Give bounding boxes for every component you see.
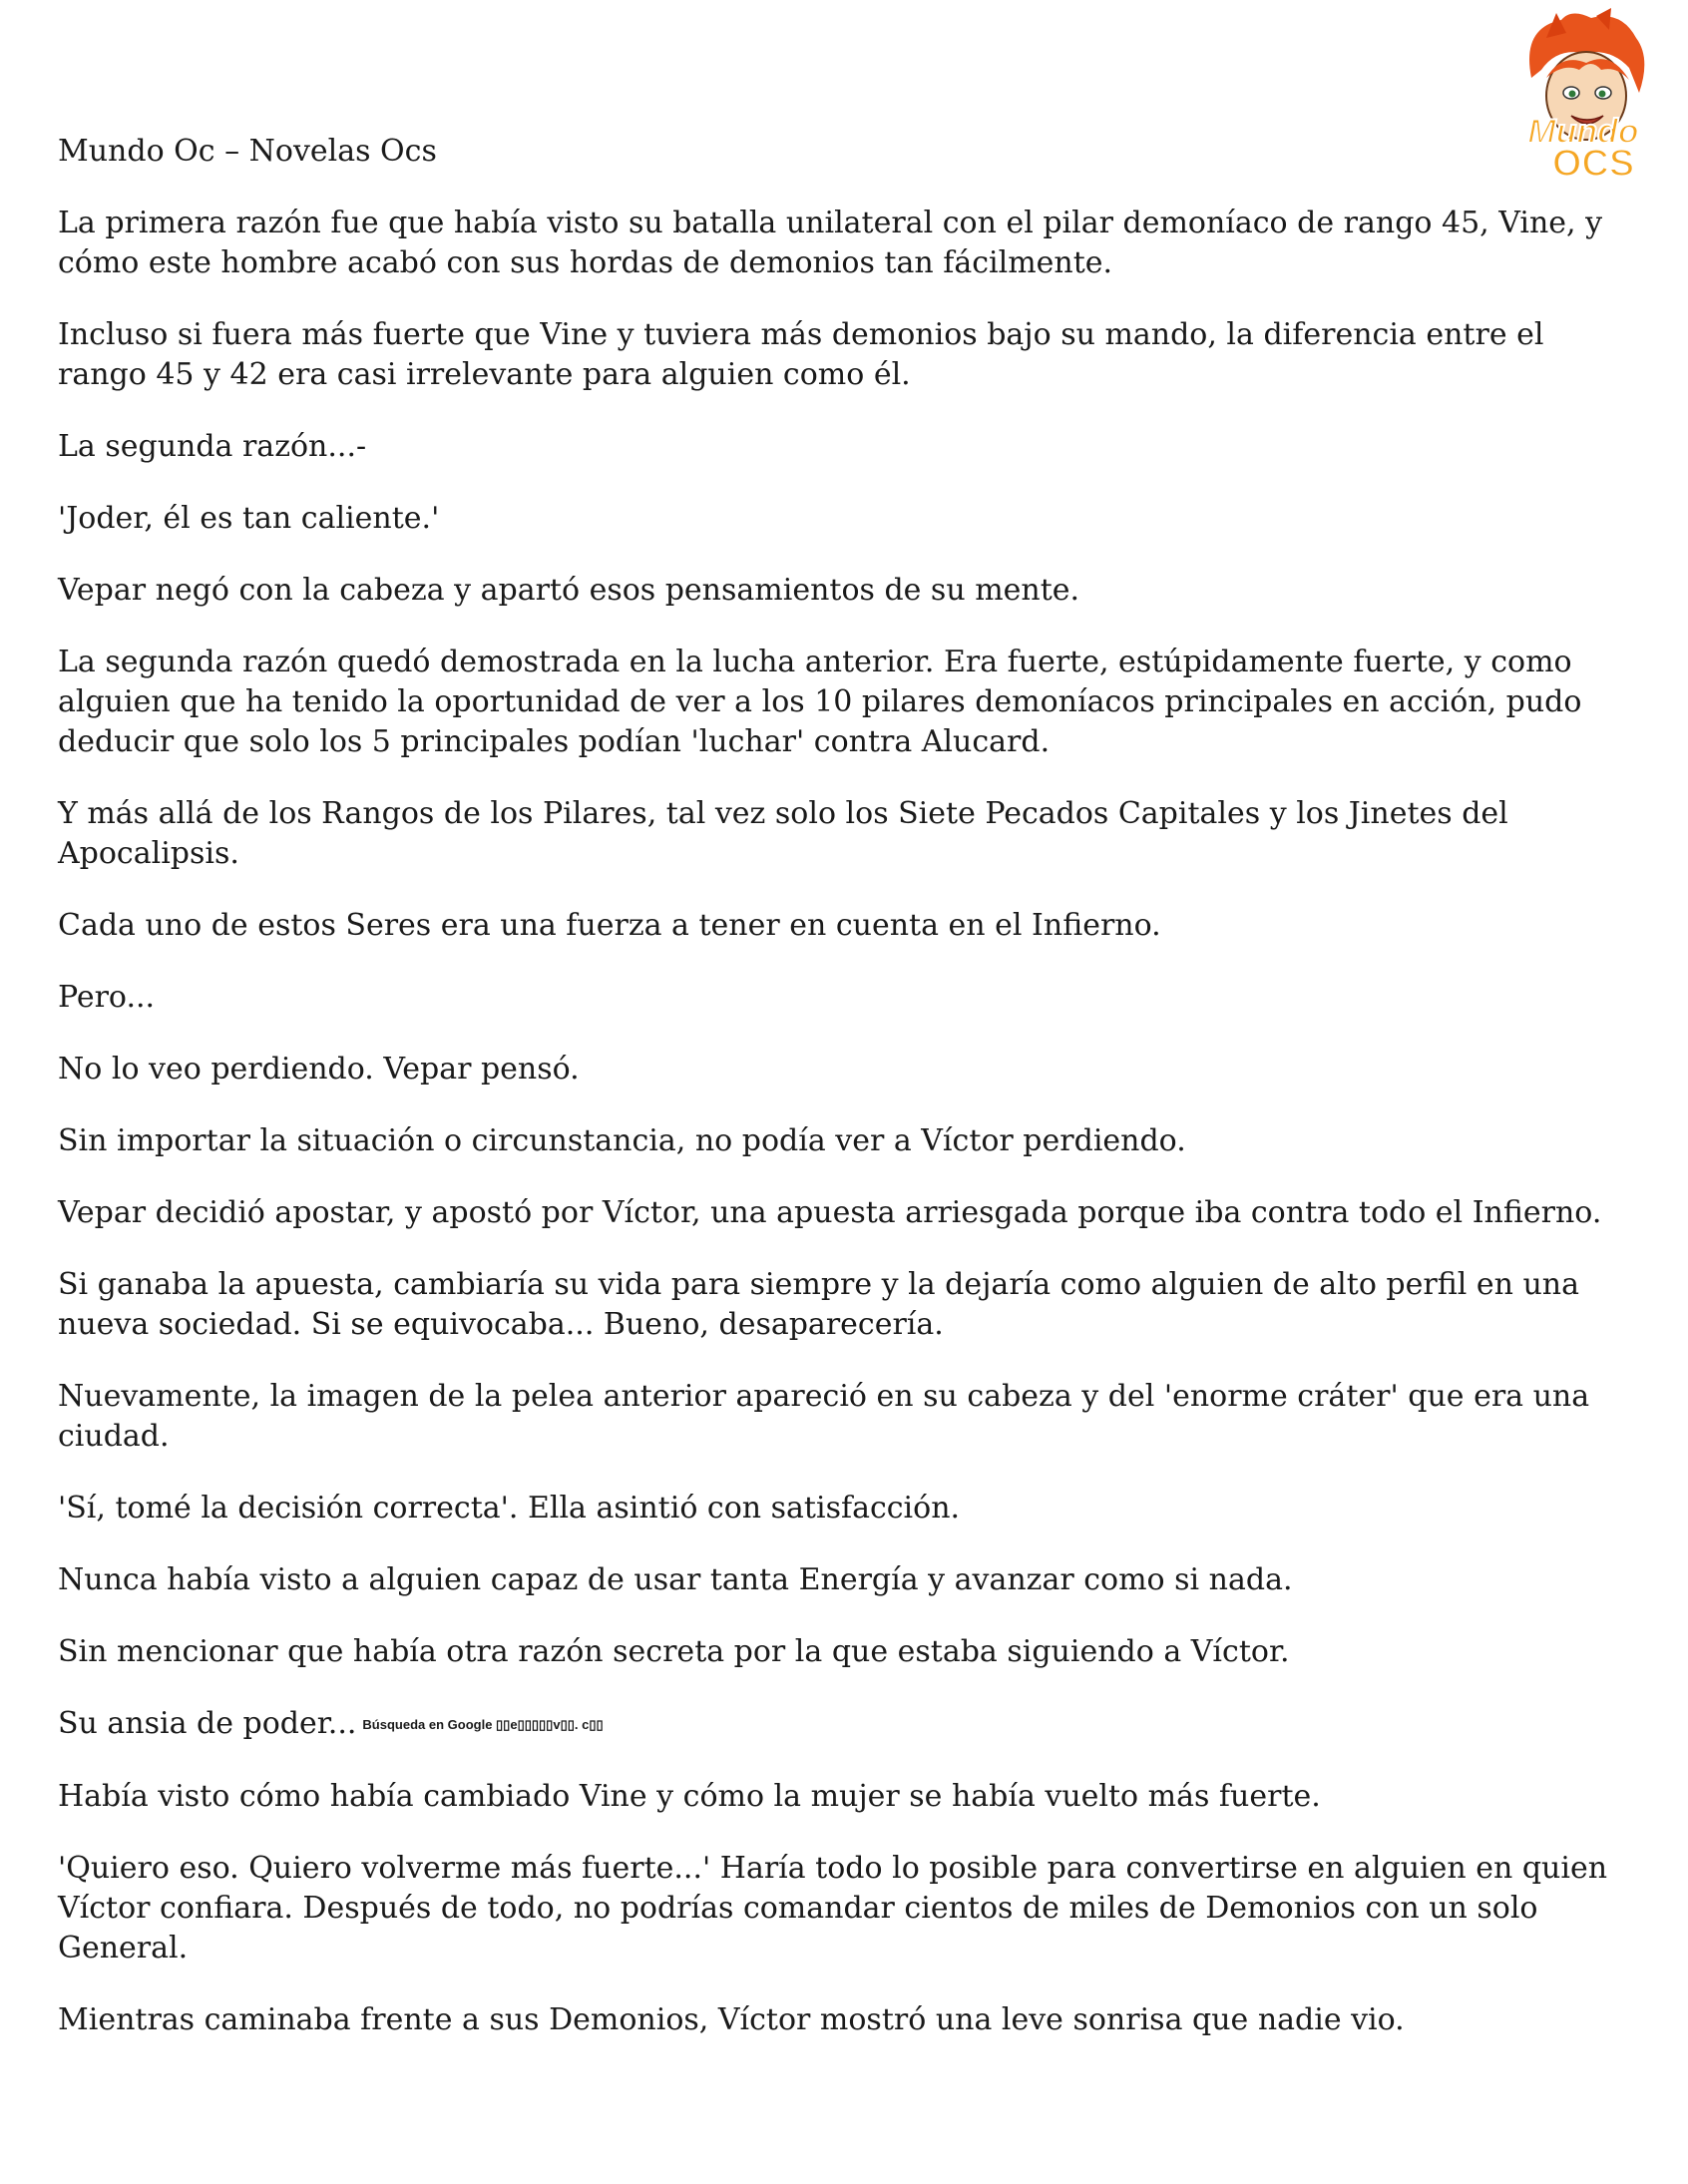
paragraph-19: Había visto cómo había cambiado Vine y cómo la mujer se había vuelto más fuerte. xyxy=(58,1779,1321,1814)
paragraph-14: Nuevamente, la imagen de la pelea anterior apareció en su cabeza y del 'enorme cráter' que era una ciudad. xyxy=(58,1379,1590,1454)
paragraph-5: Vepar negó con la cabeza y apartó esos pensamientos de su mente. xyxy=(58,573,1080,608)
paragraph-20: 'Quiero eso. Quiero volverme más fuerte...' Haría todo lo posible para convertirse en alguien en quien Víctor confiara. Después de todo, no podrías comandar cientos de miles de Demonios con un solo General. xyxy=(58,1851,1608,1966)
paragraph-9: Pero... xyxy=(58,980,156,1015)
paragraph-18-text: Su ansia de poder... xyxy=(58,1706,357,1741)
paragraph-11: Sin importar la situación o circunstancia, no podía ver a Víctor perdiendo. xyxy=(58,1123,1186,1158)
paragraph-17: Sin mencionar que había otra razón secreta por la que estaba siguiendo a Víctor. xyxy=(58,1634,1290,1669)
paragraph-1: La primera razón fue que había visto su batalla unilateral con el pilar demoníaco de rango 45, Vine, y cómo este hombre acabó con sus hordas de demonios tan fácilmente. xyxy=(58,206,1603,280)
watermark-text: Búsqueda en Google ▯▯e▯▯▯▯▯v▯▯. c▯▯ xyxy=(362,1717,604,1732)
paragraph-2: Incluso si fuera más fuerte que Vine y tuviera más demonios bajo su mando, la diferencia entre el rango 45 y 42 era casi irrelevante para alguien como él. xyxy=(58,317,1544,392)
paragraph-12: Vepar decidió apostar, y apostó por Víctor, una apuesta arriesgada porque iba contra todo el Infierno. xyxy=(58,1195,1602,1230)
paragraph-16: Nunca había visto a alguien capaz de usar tanta Energía y avanzar como si nada. xyxy=(58,1562,1293,1597)
document-page xyxy=(58,132,1634,2072)
paragraph-4: 'Joder, él es tan caliente.' xyxy=(58,501,440,536)
paragraph-8: Cada uno de estos Seres era una fuerza a tener en cuenta en el Infierno. xyxy=(58,908,1161,943)
paragraph-10: No lo veo perdiendo. Vepar pensó. xyxy=(58,1052,580,1087)
paragraph-15: 'Sí, tomé la decisión correcta'. Ella asintió con satisfacción. xyxy=(58,1491,961,1526)
paragraph-6: La segunda razón quedó demostrada en la lucha anterior. Era fuerte, estúpidamente fuerte, y como alguien que ha tenido la oportunidad de ver a los 10 pilares demoníacos principales en acción, pudo deducir que solo los 5 principales podían 'luchar' contra Alucard. xyxy=(58,645,1582,759)
logo-text-line1: Mundo xyxy=(1527,113,1639,151)
page-title: Mundo Oc – Novelas Ocs xyxy=(58,134,437,169)
paragraph-21: Mientras caminaba frente a sus Demonios, Víctor mostró una leve sonrisa que nadie vio. xyxy=(58,2002,1405,2037)
logo-text-line2: OCS xyxy=(1551,143,1635,183)
paragraph-18 xyxy=(58,1704,1634,1745)
paragraph-13: Si ganaba la apuesta, cambiaría su vida para siempre y la dejaría como alguien de alto perfil en una nueva sociedad. Si se equivocaba... Bueno, desaparecería. xyxy=(58,1267,1580,1342)
paragraph-3: La segunda razón...- xyxy=(58,429,367,464)
paragraph-7: Y más allá de los Rangos de los Pilares, tal vez solo los Siete Pecados Capitales y los Jinetes del Apocalipsis. xyxy=(58,796,1508,871)
